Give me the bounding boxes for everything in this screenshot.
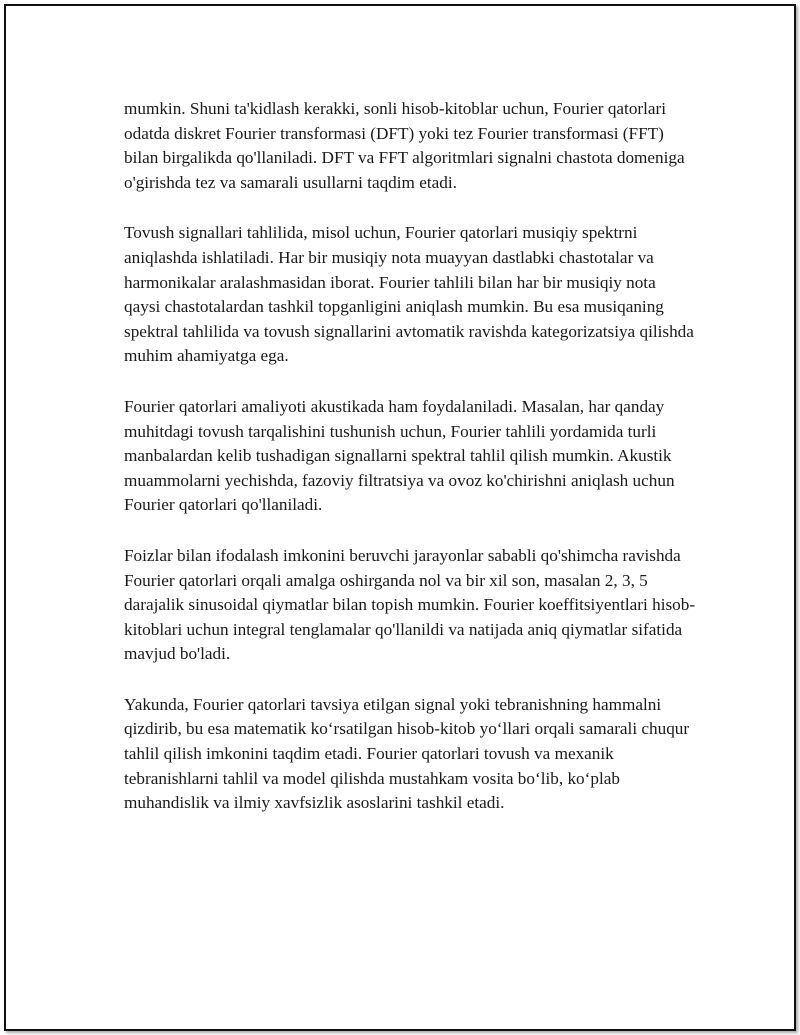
paragraph-5: Yakunda, Fourier qatorlari tavsiya etilgan signal yoki tebranishning hammalni qizdirib, bu esa matematik ko‘rsatilgan hisob-kitob yo‘llari orqali samarali chuqur tahlil qilish imkonini taqdim etadi. Fourier qatorlari tovush va mexanik tebranishlarni tahlil va model qilishda mustahkam vosita bo‘lib, ko‘plab muhandislik va ilmiy xavfsizlik asoslarini tashkil etadi.: [124, 694, 690, 813]
paragraph-4: Foizlar bilan ifodalash imkonini beruvchi jarayonlar sababli qo'shimcha ravishda Fourier qatorlari orqali amalga oshirganda nol va bir xil son, masalan 2, 3, 5 darajalik sinusoidal qiymatlar bilan topish mumkin. Fourier koeffitsiyentlari hisob-kitoblari uchun integral tenglamalar qo'llanildi va natijada aniq qiymatlar sifatida mavjud bo'ladi.: [124, 545, 696, 664]
document-page: [4, 4, 796, 1031]
paragraph-3: Fourier qatorlari amaliyoti akustikada ham foydalaniladi. Masalan, har qanday muhitdagi tovush tarqalishini tushunish uchun, Fourier tahlili yordamida turli manbalardan kelib tushadigan signallarni spektral tahlil qilish mumkin. Akustik muammolarni yechishda, fazoviy filtratsiya va ovoz ko'chirishni aniqlash uchun Fourier qatorlari qo'llaniladi.: [124, 396, 675, 515]
paragraph-2: Tovush signallari tahlilida, misol uchun, Fourier qatorlari musiqiy spektrni aniqlashda ishlatiladi. Har bir musiqiy nota muayyan dastlabki chastotalar va harmonikalar aralashmasidan iborat. Fourier tahlili bilan har bir musiqiy nota qaysi chastotalardan tashkil topganligini aniqlash mumkin. Bu esa musiqaning spektral tahlilida va tovush signallarini avtomatik ravishda kategorizatsiya qilishda muhim ahamiyatga ega.: [124, 223, 694, 366]
paragraph-1: mumkin. Shuni ta'kidlash kerakki, sonli hisob-kitoblar uchun, Fourier qatorlari odatda diskret Fourier transformasi (DFT) yoki tez Fourier transformasi (FFT) bilan birgalikda qo'llaniladi. DFT va FFT algoritmlari signalni chastota domeniga o'girishda tez va samarali usullarni taqdim etadi.: [124, 99, 685, 192]
document-body: [124, 97, 696, 842]
